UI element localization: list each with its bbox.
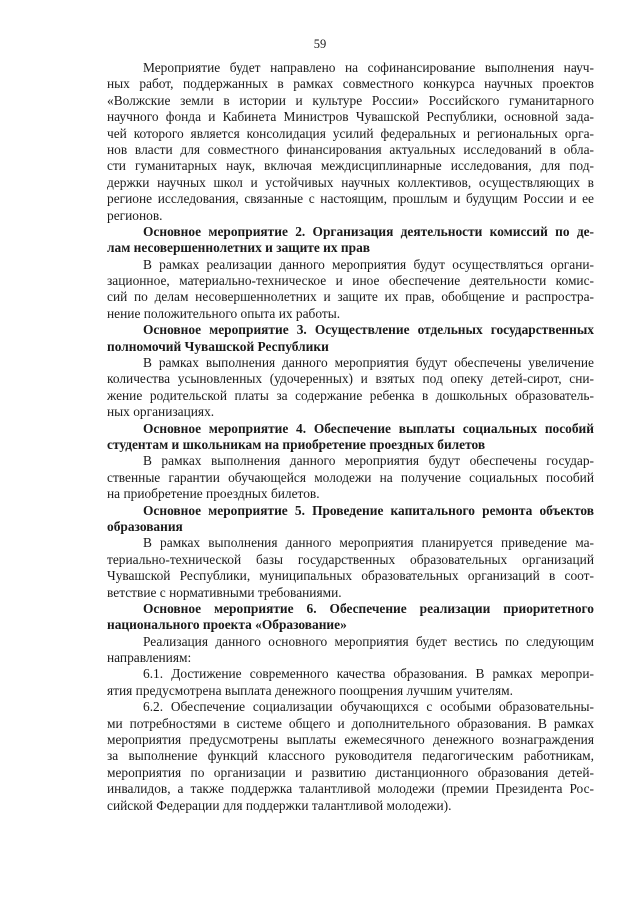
text-line: ных работ, поддержанных в рамках совместного конкурса научных проектов [107,76,594,92]
text-line: нение положительного опыта их работы. [107,305,341,321]
text-line: Реализация данного основного мероприятия будет вестись по следующим [143,633,594,649]
heading-line: Основное мероприятие 3. Осуществление отдельных государственных [143,322,594,338]
text-line: В рамках выполнения данного мероприятия будут обеспечены увеличение [143,355,594,371]
heading-line: Основное мероприятие 5. Проведение капитального ремонта объектов [143,502,594,518]
text-line: сти гуманитарных наук, включая междисциплинарные исследования, для под- [107,158,594,174]
text-line: ственные гарантии обучающейся молодежи на получение социальных пособий [107,469,594,485]
heading-line: Основное мероприятие 2. Организация деятельности комиссий по де- [143,223,594,239]
heading-line: полномочий Чувашской Республики [107,338,329,354]
text-line: научного фонда и Кабинета Министров Чувашской Республики, основной зада- [107,109,594,125]
heading-line: национального проекта «Образование» [107,617,347,633]
text-line: «Волжские земли в истории и культуре России» Российского гуманитарного [107,92,594,108]
text-line: Мероприятие будет направлено на софинансирование выполнения науч- [143,60,594,75]
text-line: мероприятия по организации и развитию дистанционного образования детей- [107,764,594,780]
text-line: сийской Федерации для поддержки талантливой молодежи). [107,797,452,813]
text-line: зационное, материально-техническое и иное обеспечение деятельности комис- [107,273,594,289]
text-line: ми потребностями в системе общего и дополнительного образования. В рамках [107,715,594,731]
heading-line: Основное мероприятие 4. Обеспечение выплаты социальных пособий [143,420,594,436]
text-line: В рамках выполнения данного мероприятия планируется приведение ма- [143,535,594,551]
text-line: сий по делам несовершеннолетних и защите их прав, обобщение и распростра- [107,289,594,305]
text-line: Чувашской Республики, муниципальных образовательных организаций в соот- [107,568,594,584]
text-line: нов власти для совместного финансирования актуальных исследований в обла- [107,141,594,157]
text-line: ветствие с нормативными требованиями. [107,584,342,600]
heading-line: лам несовершеннолетних и защите их прав [107,240,371,256]
page-number: 59 [313,37,327,51]
text-line: держки научных школ и устойчивых научных коллективов, осуществляющих в [107,174,594,190]
text-line: ных организациях. [107,404,215,420]
text-line: жение родительской платы за содержание ребенка в дошкольных образователь- [107,387,594,403]
heading-line: Основное мероприятие 6. Обеспечение реализации приоритетного [143,600,594,616]
text-line: количества усыновленных (удочеренных) и взятых под опеку детей-сирот, сни- [107,371,594,387]
text-line: 6.2. Обеспечение социализации обучающихся с особыми образовательны- [143,699,594,715]
text-line: В рамках выполнения данного мероприятия будут обеспечены государ- [143,453,594,469]
text-line: териально-технической базы государственных образовательных организаций [107,551,594,567]
text-line: на приобретение проездных билетов. [107,486,320,502]
text-line: инвалидов, а также поддержка талантливой молодежи (премии Президента Рос- [107,781,594,797]
heading-line: образования [107,518,183,534]
text-line: чей которого является консолидация усилий федеральных и региональных орга- [107,125,594,141]
text-line: направлениям: [107,650,192,666]
text-line: за выполнение функций классного руководителя педагогическим работникам, [107,748,594,764]
heading-line: студентам и школьникам на приобретение проездных билетов [107,436,486,452]
document-body [107,60,594,814]
text-line: мероприятия предусмотрены выплаты ежемесячного денежного вознаграждения [107,732,594,748]
text-line: регионов. [107,207,163,223]
text-line: 6.1. Достижение современного качества образования. В рамках меропри- [143,666,594,682]
text-line: В рамках реализации данного мероприятия будут осуществляться органи- [143,256,594,272]
text-line: регионе исследования, связанные с настоящим, прошлым и будущим России и ее [107,191,594,207]
text-line: ятия предусмотрена выплата денежного поощрения лучшим учителям. [107,682,513,698]
